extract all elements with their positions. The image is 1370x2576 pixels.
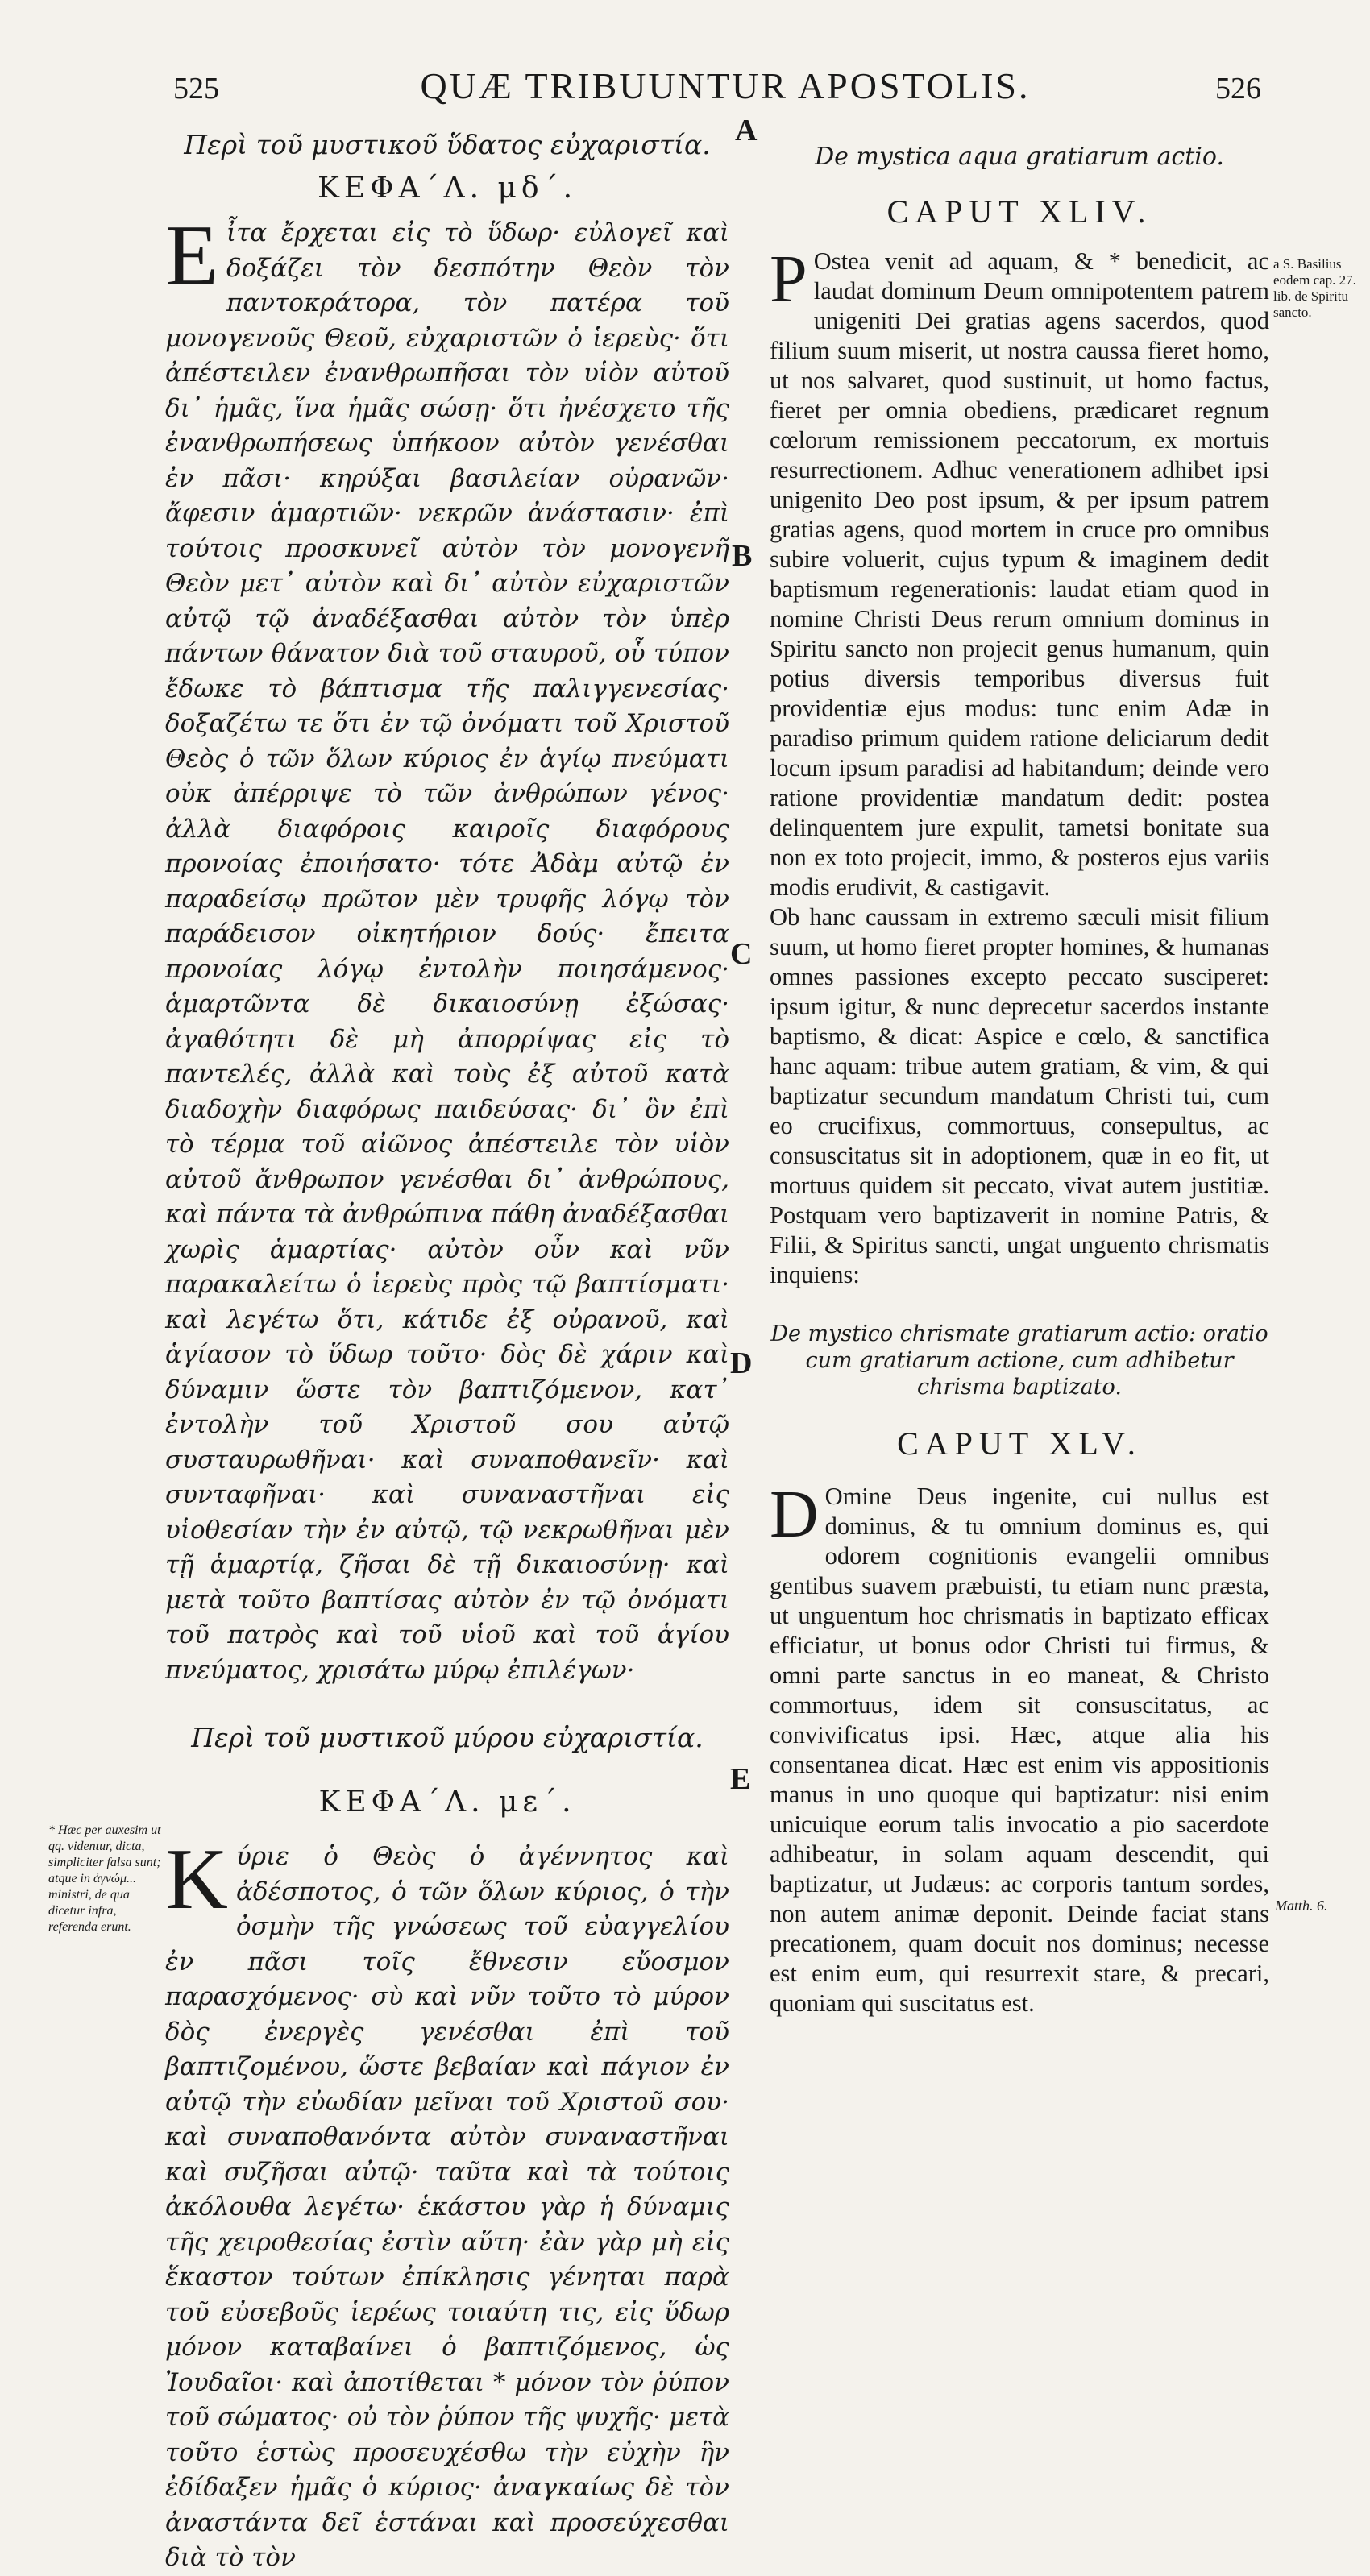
greek-chapter-44-heading: ΚΕΦΑ΄Λ. μδ΄. xyxy=(317,172,578,205)
greek-drop-cap-k: K xyxy=(165,1831,228,1927)
margin-note-basilius: a S. Basilius eodem cap. 27. lib. de Spiritu sancto. xyxy=(1273,256,1356,320)
greek-section-44-subtitle: Περὶ τοῦ μυστικοῦ ὕδατος εὐχαριστία. xyxy=(184,129,711,160)
page-number-left: 525 xyxy=(173,72,219,106)
section-marker-c: C xyxy=(730,937,753,971)
greek-section-45-subtitle: Περὶ τοῦ μυστικοῦ μύρου εὐχαριστία. xyxy=(191,1722,704,1753)
greek-column xyxy=(165,129,729,2576)
latin-chapter-44-heading: CAPUT XLIV. xyxy=(886,193,1152,230)
latin-column xyxy=(770,143,1269,2018)
latin-section-45-subtitle: De mystico chrismate gratiarum actio: oratio cum gratiarum actione, cum adhibetur chrisma baptizato. xyxy=(770,1321,1268,1400)
section-marker-e: E xyxy=(730,1762,751,1796)
latin-drop-cap-d: D xyxy=(770,1477,819,1552)
greek-chapter-44-text: Eἶτα ἔρχεται εἰς τὸ ὕδωρ· εὐλογεῖ καὶ δοξάζει τὸν δεσπότην Θεὸν τὸν παντοκράτορα, τὸν πατέρα τοῦ μονογενοῦς Θεοῦ, εὐχαριστῶν ὁ ἱερεὺς· ὅτι ἀπέστειλεν ἐνανθρωπῆσαι τὸν υἱὸν αὐτοῦ δι᾽ ἡμᾶς, ἵνα ἡμᾶς σώσῃ· ὅτι ἠνέσχετο τῆς ἐνανθρωπήσεως ὑπήκοον αὐτὸν γενέσθαι ἐν πᾶσι· κηρύξαι βασιλείαν οὐρανῶν· ἄφεσιν ἁμαρτιῶν· νεκρῶν ἀνάστασιν· ἐπὶ τούτοις προσκυνεῖ αὐτὸν τὸν μονογενῆ Θεὸν μετ᾽ αὐτὸν καὶ δι᾽ αὐτὸν εὐχαριστῶν αὐτῷ τῷ ἀναδέξασθαι αὐτὸν τὸν ὑπὲρ πάντων θάνατον διὰ τοῦ σταυροῦ, οὗ τύπον ἔδωκε τὸ βάπτισμα τῆς παλιγγενεσίας· δοξαζέτω τε ὅτι ἐν τῷ ὀνόματι τοῦ Χριστοῦ Θεὸς ὁ τῶν ὅλων κύριος ἐν ἁγίῳ πνεύματι οὐκ ἀπέρριψε τὸ τῶν ἀνθρώπων γένος· ἀλλὰ διαφόροις καιροῖς διαφόρους προνοίας ἐποιήσατο· τότε Ἀδὰμ αὐτῷ ἐν παραδείσῳ πρῶτον μὲν τρυφῆς λόγῳ τὸν παράδεισον οἰκητήριον δούς· ἔπειτα προνοίας λόγῳ ἐντολὴν ποιησάμενος· ἁμαρτῶντα δὲ δικαιοσύνῃ ἐξώσας· ἀγαθότητι δὲ μὴ ἀπορρίψας εἰς τὸ παντελές, ἀλλὰ καὶ τοὺς ἐξ αὐτοῦ κατὰ διαδοχὴν διαφόρως παιδεύσας· δι᾽ ὃν ἐπὶ τὸ τέρμα τοῦ αἰῶνος ἀπέστειλε τὸν υἱὸν αὐτοῦ ἄνθρωπον γενέσθαι δι᾽ ἀνθρώπους, καὶ πάντα τὰ ἀνθρώπινα πάθη ἀναδέξασθαι χωρὶς ἁμαρτίας· αὐτὸν οὖν καὶ νῦν παρακαλείτω ὁ ἱερεὺς πρὸς τῷ βαπτίσματι· καὶ λεγέτω ὅτι, κάτιδε ἐξ οὐρανοῦ, καὶ ἁγίασον τὸ ὕδωρ τοῦτο· δὸς δὲ χάριν καὶ δύναμιν ὥστε τὸν βαπτιζόμενον, κατ᾽ ἐντολὴν τοῦ Χριστοῦ σου αὐτῷ συσταυρωθῆναι· καὶ συναποθανεῖν· καὶ συνταφῆναι· καὶ συναναστῆναι εἰς υἱοθεσίαν τὴν ἐν αὐτῷ, τῷ νεκρωθῆναι μὲν τῇ ἁμαρτίᾳ, ζῆσαι δὲ τῇ δικαιοσύνῃ· καὶ μετὰ τοῦτο βαπτίσας αὐτὸν ἐν τῷ ὀνόματι τοῦ πατρὸς καὶ τοῦ υἱοῦ καὶ τοῦ ἁγίου πνεύματος, χρισάτω μύρῳ ἐπιλέγων· xyxy=(165,208,729,1685)
section-marker-a: A xyxy=(735,114,758,147)
section-marker-b: B xyxy=(732,539,753,573)
greek-drop-cap-e: E xyxy=(165,208,218,304)
latin-chapter-44-text: P Ostea venit ad aquam, & * benedicit, ac laudat dominum Deum omnipotentem patrem unigeniti Dei gratias agens sacerdos, quod filium suum miserit, ut nostra caussa fieret homo, ut nos salvaret, quod sustinuit, ut homo factus, fieret per omnia obediens, prædicaret regnum cœlorum remissionem peccatorum, ex mortuis resurrectionem. Adhuc venerationem adhibet ipsi unigenito Deo post ipsum, & per ipsum patrem gratias agens, quod mortem in cruce pro omnibus subire voluerit, cujus typum & imaginem dedit baptismum regenerationis: laudat etiam quod in nomine Christi Deus rerum omnium dominus in Spiritu sancto non projecit genus humanum, quin potius diversis temporibus diversus fuit providentiæ ejus modus: tunc enim Adæ in paradiso primum quidem ratione deliciarum dedit locum ipsum paradisi ad habitandum; deinde vero ratione providentiæ mandatum dedit: postea delinquentem jure expulit, tametsi bonitate sua non ex toto projecit, immo, & posteros ejus variis modis erudivit, & castigavit. Ob hanc caussam in extremo sæculi misit filium suum, ut homo fieret propter homines, & humanas omnes passiones excepto peccato susciperet: ipsum igitur, & nunc deprecetur sacerdos instante baptismo, & dicat: Aspice e cœlo, & sanctifica hanc aquam: tribue autem gratiam, & vim, & qui baptizatur secundum mandatum Christi tui, cum eo crucifixus, commortuus, consepultus, ac consuscitatus sit in adoptionem, quæ in eo fit, ut mortuus quidem sit peccato, vivat autem justitiæ. Postquam vero baptizaverit in nomine Patris, & Filii, & Spiritus sancti, ungat unguento chrismatis inquiens: xyxy=(770,242,1269,1288)
margin-ref-matthew: Matth. 6. xyxy=(1275,1898,1328,1914)
page-number-right: 526 xyxy=(1215,72,1261,106)
section-marker-d: D xyxy=(730,1346,753,1380)
latin-section-44-subtitle: De mystica aqua gratiarum actio. xyxy=(815,143,1224,171)
latin-chapter-45-heading: CAPUT XLV. xyxy=(897,1425,1142,1462)
margin-note-auxesis: * Hæc per auxesim ut qq. videntur, dicta, simpliciter falsa sunt; atque in ἀγνώμ... ministri, de qua dicetur infra, referenda erunt. xyxy=(48,1823,161,1934)
greek-chapter-45-heading: ΚΕΦΑ΄Λ. με΄. xyxy=(318,1786,576,1819)
latin-drop-cap-p: P xyxy=(770,242,807,317)
latin-chapter-45-text: D Omine Deus ingenite, cui nullus est dominus, & tu omnium dominus es, qui odorem cognitionis evangelii omnibus gentibus suavem præbuisti, tu etiam nunc præsta, ut unguentum hoc chrismatis in baptizato efficax efficiatur, ut bonus odor Christi tui firmus, & omni parte sanctus in eo maneat, & Christo commortuus, idem sit consuscitatus, ac convivificatus ipsi. Hæc, atque alia his consentanea dicat. Hæc est enim vis appositionis manus in uno quoque qui baptizatur: nisi enim unicuique eorum talis invocatio a pio sacerdote adhibeatur, in solam aquam descendit, qui baptizatur, ut Judæus: ac corporis tantum sordes, non autem animæ deponit. Deinde faciat stans precationem, quam docuit nos dominus; necesse est enim eum, qui resurrexit stare, & precari, quoniam qui suscitatus est. xyxy=(770,1477,1269,2017)
running-title: QUÆ TRIBUUNTUR APOSTOLIS. xyxy=(420,65,1031,106)
greek-chapter-45-text: Kύριε ὁ Θεὸς ὁ ἀγέννητος καὶ ἀδέσποτος, ὁ τῶν ὅλων κύριος, ὁ τὴν ὀσμὴν τῆς γνώσεως τοῦ εὐαγγελίου ἐν πᾶσι τοῖς ἔθνεσιν εὔοσμον παρασχόμενος· σὺ καὶ νῦν τοῦτο τὸ μύρον δὸς ἐνεργὲς γενέσθαι ἐπὶ τοῦ βαπτιζομένου, ὥστε βεβαίαν καὶ πάγιον ἐν αὐτῷ τὴν εὐωδίαν μεῖναι τοῦ Χριστοῦ σου· καὶ συναποθανόντα αὐτὸν συναναστῆναι καὶ συζῆσαι αὐτῷ· ταῦτα καὶ τὰ τούτοις ἀκόλουθα λεγέτω· ἑκάστου γὰρ ἡ δύναμις τῆς χειροθεσίας ἐστὶν αὕτη· ἐὰν γὰρ μὴ εἰς ἕκαστον τούτων ἐπίκλησις γένηται παρὰ τοῦ εὐσεβοῦς ἱερέως τοιαύτη τις, εἰς ὕδωρ μόνον καταβαίνει ὁ βαπτιζόμενος, ὡς Ἰουδαῖοι· καὶ ἀποτίθεται * μόνον τὸν ῥύπον τοῦ σώματος· οὐ τὸν ῥύπον τῆς ψυχῆς· μετὰ τοῦτο ἑστὼς προσευχέσθω τὴν εὐχὴν ἣν ἐδίδαξεν ἡμᾶς ὁ κύριος· ἀναγκαίως δὲ τὸν ἀναστάντα δεῖ ἑστάναι καὶ προσεύχεσθαι διὰ τὸ τὸν xyxy=(165,1831,729,2572)
